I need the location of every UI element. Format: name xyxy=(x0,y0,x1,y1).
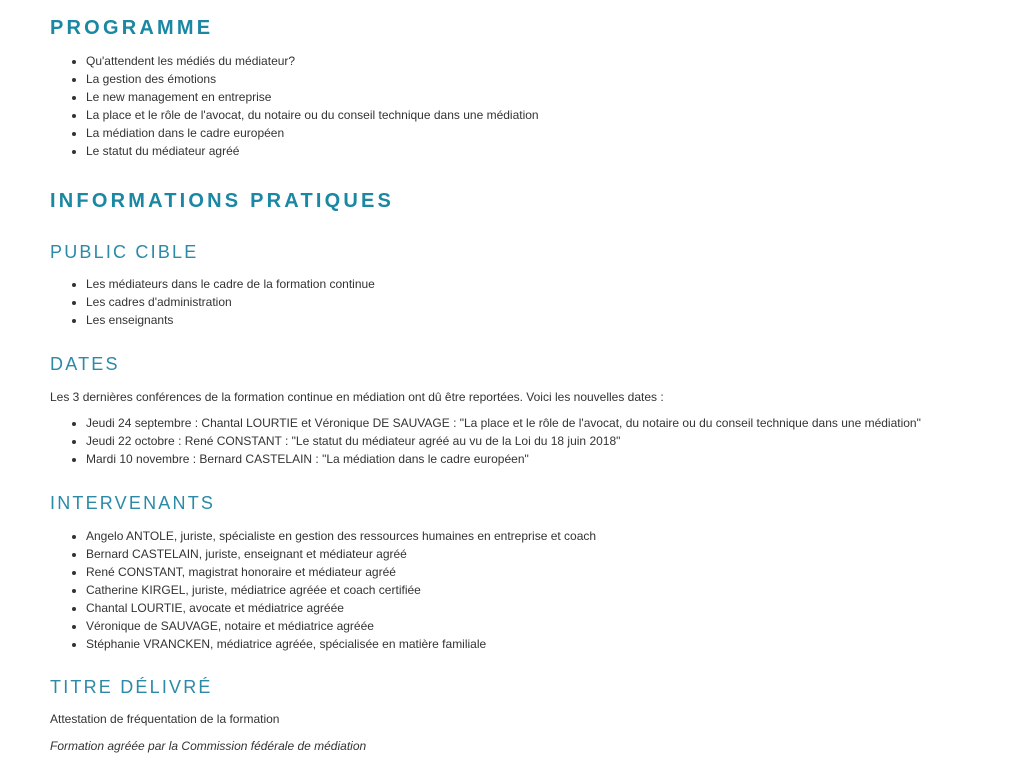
list-item: • Chantal LOURTIE, avocate et médiatrice agréée xyxy=(86,599,596,617)
dates-list xyxy=(50,414,921,468)
dates-intro: Les 3 dernières conférences de la formation continue en médiation ont dû être reportées. Voici les nouvelles dates : xyxy=(50,390,664,404)
intervenants-list xyxy=(50,527,596,653)
titre-delivre-heading: TITRE DÉLIVRÉ xyxy=(50,677,213,697)
list-item: • Jeudi 22 octobre : René CONSTANT : "Le statut du médiateur agréé au vu de la Loi du 18 juin 2018" xyxy=(86,432,921,450)
list-item: • Bernard CASTELAIN, juriste, enseignant et médiateur agréé xyxy=(86,545,596,563)
titre-text: Attestation de fréquentation de la formation xyxy=(50,712,280,726)
public-cible-list xyxy=(50,275,375,329)
list-item: • La place et le rôle de l'avocat, du notaire ou du conseil technique dans une médiation xyxy=(86,106,539,124)
list-item: • René CONSTANT, magistrat honoraire et médiateur agréé xyxy=(86,563,596,581)
list-item: • Mardi 10 novembre : Bernard CASTELAIN : "La médiation dans le cadre européen" xyxy=(86,450,921,468)
programme-heading: PROGRAMME xyxy=(50,17,214,39)
list-item: • Véronique de SAUVAGE, notaire et médiatrice agréée xyxy=(86,617,596,635)
list-item: • Angelo ANTOLE, juriste, spécialiste en gestion des ressources humaines en entreprise et coach xyxy=(86,527,596,545)
informations-pratiques-heading: INFORMATIONS PRATIQUES xyxy=(50,190,395,212)
agreement-note: Formation agréée par la Commission fédérale de médiation xyxy=(50,739,367,753)
list-item: • Catherine KIRGEL, juriste, médiatrice agréée et coach certifiée xyxy=(86,581,596,599)
list-item: • Jeudi 24 septembre : Chantal LOURTIE et Véronique DE SAUVAGE : "La place et le rôle de l'avocat, du notaire ou du conseil technique dans une médiation" xyxy=(86,414,921,432)
intervenants-heading: INTERVENANTS xyxy=(50,493,216,513)
programme-list xyxy=(50,52,539,160)
list-item: • La gestion des émotions xyxy=(86,70,539,88)
list-item: • Les enseignants xyxy=(86,311,375,329)
list-item: • Stéphanie VRANCKEN, médiatrice agréée, spécialisée en matière familiale xyxy=(86,635,596,653)
list-item: • Qu'attendent les médiés du médiateur? xyxy=(86,52,539,70)
list-item: • Le new management en entreprise xyxy=(86,88,539,106)
dates-heading: DATES xyxy=(50,354,120,374)
list-item: • Les médiateurs dans le cadre de la formation continue xyxy=(86,275,375,293)
list-item: • La médiation dans le cadre européen xyxy=(86,124,539,142)
list-item: • Le statut du médiateur agréé xyxy=(86,142,539,160)
list-item: • Les cadres d'administration xyxy=(86,293,375,311)
public-cible-heading: PUBLIC CIBLE xyxy=(50,242,199,262)
